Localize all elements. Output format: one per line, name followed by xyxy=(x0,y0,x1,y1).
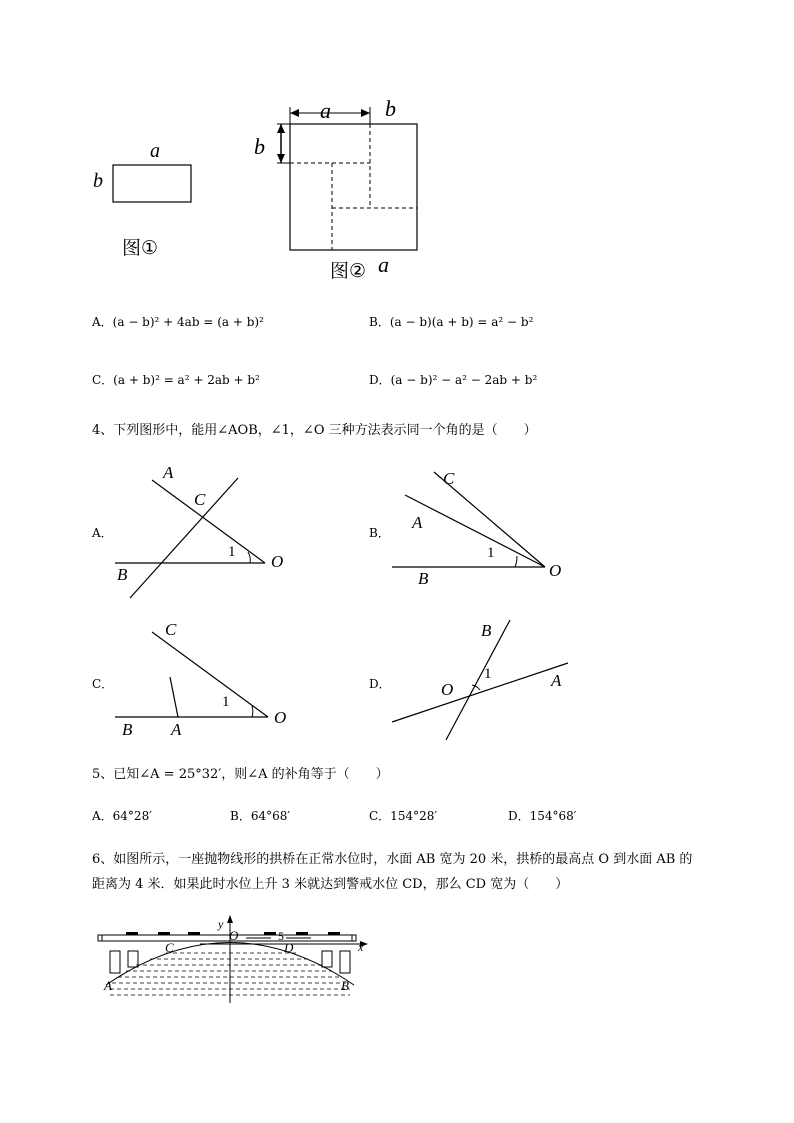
q4a-label-o: O xyxy=(271,552,284,571)
q5-option-a[interactable]: A．64°28′ xyxy=(92,809,152,823)
q6-label-y: y xyxy=(218,917,224,931)
q3-option-b[interactable]: B．(a − b)(a + b) = a² − b² xyxy=(369,315,534,329)
q4d-label-a: A xyxy=(551,671,562,690)
q3-option-a[interactable]: A．(a − b)² + 4ab = (a + b)² xyxy=(92,315,264,329)
fig2-label-b-left: b xyxy=(254,134,265,159)
q4d-label-1: 1 xyxy=(484,666,492,682)
rectangle-shape xyxy=(108,160,208,210)
q6-text-line1: 6、如图所示，一座抛物线形的拱桥在正常水位时，水面 AB 宽为 20 米，拱桥的最高点 O 到水面 AB 的 xyxy=(92,852,693,867)
q4-option-d[interactable]: D． xyxy=(369,677,391,691)
fig2-label-a-bottom: a xyxy=(378,252,389,277)
q5-text: 5、已知∠A = 25°32′，则∠A 的补角等于（ ） xyxy=(92,767,389,782)
fig2-label-b-top: b xyxy=(385,96,396,121)
q5-option-b[interactable]: B．64°68′ xyxy=(230,809,291,823)
q4b-label-c: C xyxy=(443,469,455,488)
q6-label-5: 5 xyxy=(278,929,284,943)
q4a-label-a: A xyxy=(163,463,174,482)
q4d-label-o: O xyxy=(441,680,454,699)
fig1-caption: 图① xyxy=(122,237,159,259)
q4a-label-b: B xyxy=(117,565,128,584)
q4-option-a[interactable]: A． xyxy=(92,526,113,540)
fig2-label-a-top: a xyxy=(320,98,331,123)
q6-label-a: A xyxy=(104,978,112,993)
q4b-label-b: B xyxy=(418,569,429,588)
q5-option-c[interactable]: C．154°28′ xyxy=(369,809,438,823)
q6-label-b: B xyxy=(341,978,349,993)
q4c-label-c: C xyxy=(165,620,177,639)
q6-label-o: O xyxy=(229,928,239,943)
q4c-label-b: B xyxy=(122,720,133,739)
q4-text: 4、下列图形中，能用∠AOB，∠1，∠O 三种方法表示同一个角的是（ ） xyxy=(92,423,537,438)
q4b-label-o: O xyxy=(549,561,562,580)
q6-label-x: x xyxy=(358,940,364,954)
q4c-label-o: O xyxy=(274,708,287,727)
q3-option-c[interactable]: C．(a + b)² = a² + 2ab + b² xyxy=(92,373,260,387)
fig1-label-b: b xyxy=(93,170,103,192)
q4a-label-c: C xyxy=(194,490,206,509)
q4-option-b[interactable]: B． xyxy=(369,526,390,540)
q4a-label-1: 1 xyxy=(228,544,236,560)
q5-option-d[interactable]: D．154°68′ xyxy=(508,809,577,823)
fig1-label-a: a xyxy=(150,140,160,162)
q4b-label-a: A xyxy=(412,513,423,532)
q4-figure-a xyxy=(110,460,290,610)
q4-figure-c xyxy=(110,622,290,732)
q4b-label-1: 1 xyxy=(487,545,495,561)
q3-option-d[interactable]: D．(a − b)² − a² − 2ab + b² xyxy=(369,373,538,387)
q4c-label-1: 1 xyxy=(222,694,230,710)
q6-label-d: D xyxy=(284,940,294,955)
q6-text-line2: 距离为 4 米．如果此时水位上升 3 米就达到警戒水位 CD，那么 CD 宽为（ ） xyxy=(92,877,569,892)
square-diagram xyxy=(275,105,425,255)
q4-option-c[interactable]: C． xyxy=(92,677,114,691)
q6-label-c: C xyxy=(165,940,174,955)
fig2-caption: 图② xyxy=(330,260,367,282)
q4c-label-a: A xyxy=(171,720,182,739)
q4d-label-b: B xyxy=(481,621,492,640)
